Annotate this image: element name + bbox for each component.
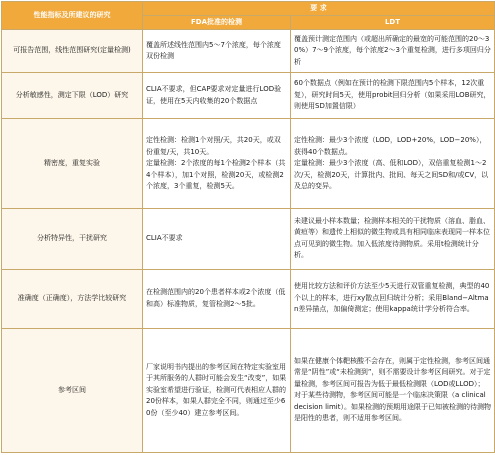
corner-header: 性能指标及所建议的研究 <box>2 2 143 30</box>
row-category: 参考区间 <box>2 328 143 452</box>
fda-qualitative-text: 定性检测：检测1个对照/天，共20天，或双份重复/天，共10天。 <box>146 136 281 156</box>
row-category: 可报告范围，线性范围研究(定量检测) <box>2 30 143 73</box>
ldt-cell: 覆盖预计测定范围内（或超出所确定的最宽的可能范围的20～30%）7～9个浓度，每个浓度2～3个重复检测，进行多项回归分析 <box>291 30 495 73</box>
ldt-cell: 60个数据点（例如在预计的检测下限范围内5个样本，12次重复），研究时间5天，使用probit回归分析（如果采用LOB研究，则使用SD加置信限） <box>291 73 495 119</box>
fda-cell: 覆盖所述线性范围内5～7个浓度，每个浓度双份检测 <box>143 30 291 73</box>
table-row <box>2 73 495 119</box>
ldt-cell: 使用比较方法和评价方法至少5天进行双管重复检测，典型的40个以上的样本，进行xy散点回归统计分析；采用Bland−Altman差异描点，加偏倚测定；使用kappa统计学分析符合率。 <box>291 269 495 328</box>
ldt-column-header: LDT <box>291 16 495 30</box>
table-row <box>2 209 495 269</box>
requirements-header: 要 求 <box>143 2 495 16</box>
table-row <box>2 30 495 73</box>
row-category: 分析特异性，干扰研究 <box>2 209 143 269</box>
row-category: 准确度（正确度），方法学比较研究 <box>2 269 143 328</box>
fda-quantitative-text: 定量检测：2个浓度的每1个检测2个样本（共4个样本），加1个对照，检测20天，或检测2个浓度，3个重复，检测5天。 <box>146 159 286 191</box>
table-row <box>2 119 495 209</box>
requirements-table <box>1 1 495 453</box>
fda-cell: 在检测范围内的20个患者样本或2个浓度（低和高）标准物质，复管检测2～5批。 <box>143 269 291 328</box>
table-row <box>2 328 495 452</box>
ldt-qualitative-text: 定性检测：最少3个浓度（LOD，LOD+20%，LOD−20%），获得40个数据点。 <box>294 136 487 156</box>
fda-cell: CLIA不要求 <box>143 209 291 269</box>
ldt-quantitative-text: 定量检测：最少3个浓度（高、低和LOD），双倍重复检测1～2次/天，检测20天，计算批内、批间、每天之间SD和/或CV，以及总的变异。 <box>294 159 489 191</box>
ldt-cell: 如果在健康个体靶核酸不会存在，则属于定性检测，参考区间通常是“阴性”或“未检测到”，则不需要设计参考区间研究。对于定量检测，参考区间可报告为低于最低检测限（LOD或LLOD）；对于某些待测物，参考区间可能是一个临床决策限（a clinical decision limit）。如果检测的预期用途限于已知被检测的待测物是阳性的患者，则不适用参考区间。 <box>291 328 495 452</box>
fda-cell: 厂家说明书内提出的参考区间在特定实验室用于其所服务的人群时可能会发生“改变”，如果实验室希望进行验证，检测可代表相应人群的20份样本，如果人群完全不同，则通过至少60份（至少40）建立参考区间。 <box>143 328 291 452</box>
table-row <box>2 269 495 328</box>
row-category: 精密度，重复实验 <box>2 119 143 209</box>
ldt-cell: 未建议最小样本数量；检测样本相关的干扰物质（溶血、脂血、黄疸等）和遗传上相似的微生物或具有相同临床表现同一样本位点可见到的微生物。加入低浓度待测物质。采用t检测统计分析。 <box>291 209 495 269</box>
fda-cell: CLIA不要求，但CAP要求对定量进行LOD验证，使用在5天内收集的20个数据点 <box>143 73 291 119</box>
ldt-cell <box>291 119 495 209</box>
fda-column-header: FDA批准的检测 <box>143 16 291 30</box>
requirements-table-container <box>1 1 494 453</box>
header-row-top <box>2 2 495 16</box>
fda-cell <box>143 119 291 209</box>
row-category: 分析敏感性，测定下限（LOD）研究 <box>2 73 143 119</box>
